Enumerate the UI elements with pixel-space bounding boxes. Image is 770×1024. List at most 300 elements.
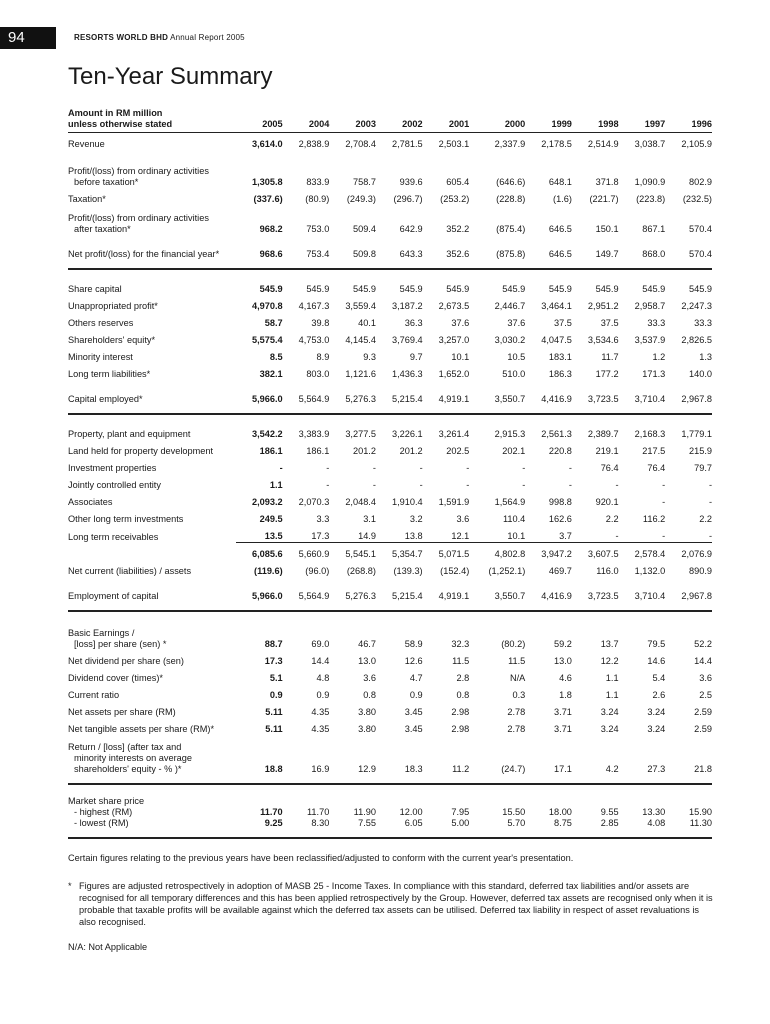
value-cell: 4.35 [311,707,330,717]
spacer-cell [68,602,712,611]
spacer-row [68,602,712,611]
value-cell: 5,575.4 [252,335,283,345]
spacer-cell [68,577,712,585]
value-cell: 33.3 [647,318,666,328]
row-label [68,474,236,491]
value-cell: 3,277.5 [345,429,376,439]
value-cell: 39.8 [311,318,330,328]
value-cell: 16.9 [311,764,330,774]
value-cell: 2.8 [456,673,470,683]
value-cell: 545.9 [259,284,283,294]
row-label-line: minority interests on average [74,753,192,763]
value-line: 11.70 [260,807,283,817]
value-cell: 40.1 [358,318,376,328]
value-line: 15.50 [502,807,526,817]
value-cell [469,793,525,829]
value-cell: 17.3 [311,531,330,541]
value-cell: 3.71 [554,707,572,717]
row-label [68,508,236,525]
value-cell: 5,215.4 [391,591,423,601]
value-cell: 202.5 [446,446,470,456]
value-cell: 17.1 [554,764,572,774]
table-row [68,312,712,329]
value-cell: 0.3 [512,690,526,700]
table-row [68,440,712,457]
value-cell: - [662,480,666,490]
value-cell: 10.5 [507,352,526,362]
value-cell: 2,951.2 [587,301,619,311]
row-label [68,278,236,295]
value-cell: 1,591.9 [438,497,470,507]
row-label [68,158,236,188]
row-label-line: Others reserves [68,318,134,328]
value-line: 7.95 [451,807,470,817]
value-cell: 3.80 [358,724,376,734]
row-label-line: Associates [68,497,113,507]
value-cell: 968.6 [259,249,283,259]
row-label [68,701,236,718]
table-row [68,363,712,380]
value-cell: 14.4 [311,656,330,666]
value-cell: 545.9 [689,284,712,294]
value-cell: 2,105.9 [681,139,712,149]
value-cell: 1.1 [269,480,283,490]
value-cell: 3,723.5 [587,591,619,601]
spacer-cell [68,260,712,269]
value-cell: 758.7 [352,177,376,187]
footnote [68,880,714,928]
value-cell: 3,542.2 [252,429,283,439]
value-cell [376,793,423,829]
value-cell: 5,276.3 [345,394,376,404]
row-label-line: Revenue [68,139,105,149]
header-label-line: Amount in RM million [68,108,163,118]
row-label [68,188,236,205]
value-cell: (96.0) [305,566,330,576]
table-row [68,508,712,525]
value-cell: 12.2 [600,656,619,666]
value-cell: 3,607.5 [572,543,619,561]
value-cell: 2,673.5 [438,301,470,311]
value-cell: 2,826.5 [681,335,712,345]
value-cell: 0.9 [269,690,283,700]
value-cell: 833.9 [306,177,330,187]
value-cell: 5,071.5 [423,543,470,561]
table-row [68,718,712,735]
year-header: 2005 [236,106,283,133]
value-cell: 469.7 [548,566,572,576]
row-label-line: Employment of capital [68,591,159,601]
value-cell: 0.9 [316,690,330,700]
value-cell: 868.0 [642,249,666,259]
value-cell: 186.1 [259,446,283,456]
value-cell: 17.3 [264,656,283,666]
value-cell: (296.7) [393,194,423,204]
value-cell: 2,093.2 [252,497,283,507]
value-cell: 4.8 [316,673,330,683]
row-label [68,667,236,684]
value-cell: 920.1 [595,497,619,507]
row-label [68,363,236,380]
value-cell: 939.6 [399,177,423,187]
value-cell: 88.7 [264,639,283,649]
value-line: 5.00 [451,818,470,828]
year-header: 2002 [376,106,423,133]
value-cell [572,793,619,829]
spacer-row [68,405,712,414]
value-cell: 1.1 [605,690,619,700]
table-row [68,295,712,312]
value-cell: 5.11 [265,724,283,734]
value-cell: 570.4 [689,249,712,259]
value-line: 15.90 [689,807,712,817]
value-cell: 8.5 [269,352,283,362]
row-label [68,793,236,829]
value-cell: 3,614.0 [252,139,283,149]
value-line: 8.75 [554,818,572,828]
value-cell: 11.5 [452,656,470,666]
value-cell: 0.9 [409,690,423,700]
row-label [68,650,236,667]
value-cell: 5,215.4 [391,394,423,404]
value-cell: 162.6 [548,514,572,524]
value-cell: 3,383.9 [298,429,330,439]
value-cell: 110.4 [502,514,526,524]
value-cell: 3,038.7 [634,139,666,149]
row-label-line: Property, plant and equipment [68,429,191,439]
row-label-line: - lowest (RM) [74,818,129,828]
value-cell: 605.4 [446,177,470,187]
value-cell: 12.9 [358,764,376,774]
spacer-row [68,150,712,158]
value-cell: 76.4 [600,463,619,473]
value-cell: 802.9 [689,177,712,187]
value-cell: 3,769.4 [391,335,423,345]
value-cell [423,793,470,829]
value-cell: 13.0 [554,656,572,666]
value-cell: 5,564.9 [298,394,330,404]
value-cell: (875.4) [496,224,526,234]
value-cell: 37.6 [507,318,526,328]
value-cell: - [466,480,470,490]
value-cell: 13.0 [358,656,376,666]
value-cell: 4,919.1 [438,394,470,404]
spacer-row [68,269,712,278]
table-row [68,684,712,701]
row-label-line: Minority interest [68,352,133,362]
value-cell [283,793,330,829]
footnote-text: Figures are adjusted retrospectively in adoption of MASB 25 - Income Taxes. In compliance with this standard, deferred tax liabilities and/or assets are recognised for all temporary differences and this has been applied retrospectively by the Group. However, deferred tax assets are recognised only when it is probable that taxable profits will be available against which the deferred tax assets can be utilised. Deferred tax liability in respect of asset revaluations is also recognised. [79,881,713,927]
value-cell: (1,252.1) [488,566,526,576]
row-label [68,718,236,735]
value-cell: - [615,531,619,541]
year-header: 1999 [525,106,572,133]
value-cell: (268.8) [346,566,376,576]
value-cell: 545.9 [399,284,423,294]
value-cell: - [279,463,283,473]
value-cell: 2,337.9 [494,139,526,149]
spacer-cell [68,269,712,278]
value-cell: 2.59 [694,707,712,717]
value-cell: - [466,463,470,473]
value-cell: 3.7 [559,531,572,541]
spacer-row [68,829,712,838]
value-cell: 13.8 [404,531,423,541]
value-cell: 2,781.5 [391,139,423,149]
row-label [68,388,236,405]
value-cell: 59.2 [554,639,572,649]
value-cell: 5.4 [652,673,666,683]
value-line: 6.05 [404,818,423,828]
value-cell: (875.8) [496,249,526,259]
reclassification-note: Certain figures relating to the previous years have been reclassified/adjusted to conform with the current year's presentation. [68,853,574,863]
value-line: 4.08 [647,818,666,828]
value-cell: 382.1 [259,369,283,379]
publication-name: Annual Report 2005 [170,33,245,42]
row-label-line: Net assets per share (RM) [68,707,176,717]
value-cell: - [662,531,666,541]
value-cell: - [568,480,572,490]
value-cell: 116.2 [642,514,666,524]
value-cell: (228.8) [496,194,526,204]
row-label-line: Share capital [68,284,122,294]
value-cell: 201.2 [352,446,376,456]
value-line: 5.70 [507,818,526,828]
value-cell: 2,967.8 [681,394,712,404]
value-cell: 5,354.7 [376,543,423,561]
value-cell: 2.78 [507,724,526,734]
row-label [68,735,236,775]
value-cell: 12.6 [404,656,423,666]
year-header: 2004 [283,106,330,133]
row-label-line: Return / [loss] (after tax and [68,742,182,752]
value-cell [619,793,666,829]
spacer-row [68,235,712,243]
value-cell: (139.3) [393,566,423,576]
row-label-line: Capital employed* [68,394,143,404]
table-row [68,491,712,508]
row-label [68,525,236,543]
row-label-line: Land held for property development [68,446,214,456]
value-cell: (80.2) [501,639,526,649]
row-label [68,440,236,457]
table-row [68,423,712,440]
value-cell: 186.3 [548,369,572,379]
value-cell: 545.9 [502,284,526,294]
value-line: 11.90 [353,807,376,817]
value-cell: 646.5 [548,249,572,259]
row-label-line: Shareholders' equity* [68,335,156,345]
value-cell: 11.7 [601,352,619,362]
table-row [68,667,712,684]
value-cell: - [522,480,526,490]
value-cell: (337.6) [253,194,283,204]
table-row [68,650,712,667]
header-label-line: unless otherwise stated [68,119,173,129]
value-cell: 2,168.3 [634,429,666,439]
value-cell: - [326,463,330,473]
value-cell: 6,085.6 [236,543,283,561]
value-cell: 69.0 [311,639,330,649]
spacer-cell [68,380,712,388]
value-cell: 998.8 [548,497,572,507]
value-cell: 510.0 [502,369,526,379]
value-cell: 2.2 [605,514,619,524]
company-name: RESORTS WORLD BHD [74,33,169,42]
value-cell: 545.9 [595,284,619,294]
value-line: 7.55 [358,818,376,828]
value-cell: 1.2 [652,352,666,362]
table-row [68,388,712,405]
value-cell: 0.8 [456,690,470,700]
value-cell: 1,090.9 [634,177,666,187]
value-cell: 4,145.4 [345,335,376,345]
value-cell: 5.1 [269,673,283,683]
value-cell: 3,030.2 [494,335,526,345]
value-cell: 11.5 [508,656,526,666]
page-title: Ten-Year Summary [68,63,273,90]
value-cell: 648.1 [548,177,572,187]
table-row [68,560,712,577]
table-row [68,701,712,718]
na-note: N/A: Not Applicable [68,942,148,952]
table-row [68,620,712,650]
value-cell [665,793,712,829]
value-cell: 58.7 [264,318,283,328]
value-cell: 545.9 [446,284,470,294]
value-cell: (249.3) [346,194,376,204]
table-row [68,243,712,260]
value-cell: 2,048.4 [345,497,376,507]
row-label [68,205,236,235]
value-cell: 1,779.1 [681,429,712,439]
value-cell: 4,753.0 [298,335,330,345]
value-cell: 171.3 [642,369,666,379]
value-line: 13.30 [642,807,666,817]
value-cell: 2,838.9 [298,139,330,149]
value-cell: 4.2 [605,764,619,774]
value-cell: - [419,480,423,490]
value-cell: (253.2) [440,194,470,204]
footnote-marker: * [68,881,72,891]
row-label-line: Market share price [68,796,145,806]
value-cell [236,793,283,829]
value-cell: - [568,463,572,473]
value-cell: 352.2 [446,224,470,234]
year-header: 2000 [469,106,525,133]
value-cell: 3.6 [699,673,712,683]
value-cell: 3,947.2 [525,543,572,561]
value-cell: 2.5 [699,690,712,700]
value-cell: 3,187.2 [391,301,423,311]
value-cell: 9.7 [409,352,423,362]
spacer-row [68,577,712,585]
value-cell: (24.7) [501,764,526,774]
value-cell: 3.71 [554,724,572,734]
row-label-line: Profit/(loss) from ordinary activities [68,166,209,176]
page-number: 94 [0,27,56,49]
table-row [68,346,712,363]
year-header: 1997 [619,106,666,133]
value-cell: 5,545.1 [329,543,376,561]
value-cell: - [708,497,712,507]
row-label [68,543,236,561]
value-cell: 5,660.9 [283,543,330,561]
table-row [68,585,712,602]
value-cell: 46.7 [358,639,376,649]
value-cell: 4,167.3 [298,301,330,311]
value-cell: 11.2 [452,764,470,774]
value-cell: - [372,463,376,473]
value-cell: 867.1 [642,224,666,234]
row-label-line: Net current (liabilities) / assets [68,566,192,576]
table-row [68,278,712,295]
value-cell: 646.5 [548,224,572,234]
table-row [68,158,712,188]
year-header: 1996 [665,106,712,133]
value-cell: 3.24 [600,707,619,717]
value-cell: 570.4 [689,224,712,234]
value-cell: 10.1 [451,352,470,362]
spacer-row [68,414,712,423]
row-label [68,346,236,363]
row-label [68,491,236,508]
row-label-line: Taxation* [68,194,106,204]
value-cell: 3,261.4 [438,429,470,439]
table-row [68,457,712,474]
value-cell: 4,416.9 [541,591,572,601]
value-cell: 1.1 [605,673,619,683]
row-label [68,684,236,701]
value-cell: 1,564.9 [494,497,526,507]
value-cell: - [708,480,712,490]
value-cell: 18.3 [404,764,423,774]
spacer-cell [68,414,712,423]
value-cell: 3.45 [404,724,423,734]
value-cell: 1.3 [699,352,712,362]
value-cell: 2,561.3 [541,429,572,439]
value-cell: 545.9 [548,284,572,294]
row-label-line: Jointly controlled entity [68,480,161,490]
value-cell: 545.9 [306,284,330,294]
value-cell: 36.3 [404,318,423,328]
value-cell: 3,226.1 [391,429,423,439]
spacer-cell [68,150,712,158]
value-cell: 2,578.4 [619,543,666,561]
row-label-line: Other long term investments [68,514,184,524]
spacer-row [68,784,712,793]
value-cell: 79.5 [647,639,666,649]
value-cell: - [419,463,423,473]
value-cell: 21.8 [694,764,712,774]
value-cell: 150.1 [595,224,619,234]
value-cell: 2,514.9 [587,139,619,149]
value-line: 8.30 [311,818,330,828]
value-cell: 37.5 [600,318,619,328]
value-cell: 14.6 [647,656,666,666]
value-cell: 2,389.7 [587,429,619,439]
value-line: 2.85 [600,818,619,828]
header-label [68,106,236,133]
value-cell: 643.3 [399,249,423,259]
value-cell: 220.8 [548,446,572,456]
value-cell: N/A [509,673,526,683]
table-row [68,525,712,543]
value-cell: 52.2 [694,639,712,649]
row-label [68,243,236,260]
value-cell: 3.6 [456,514,470,524]
value-cell: 116.0 [596,566,619,576]
